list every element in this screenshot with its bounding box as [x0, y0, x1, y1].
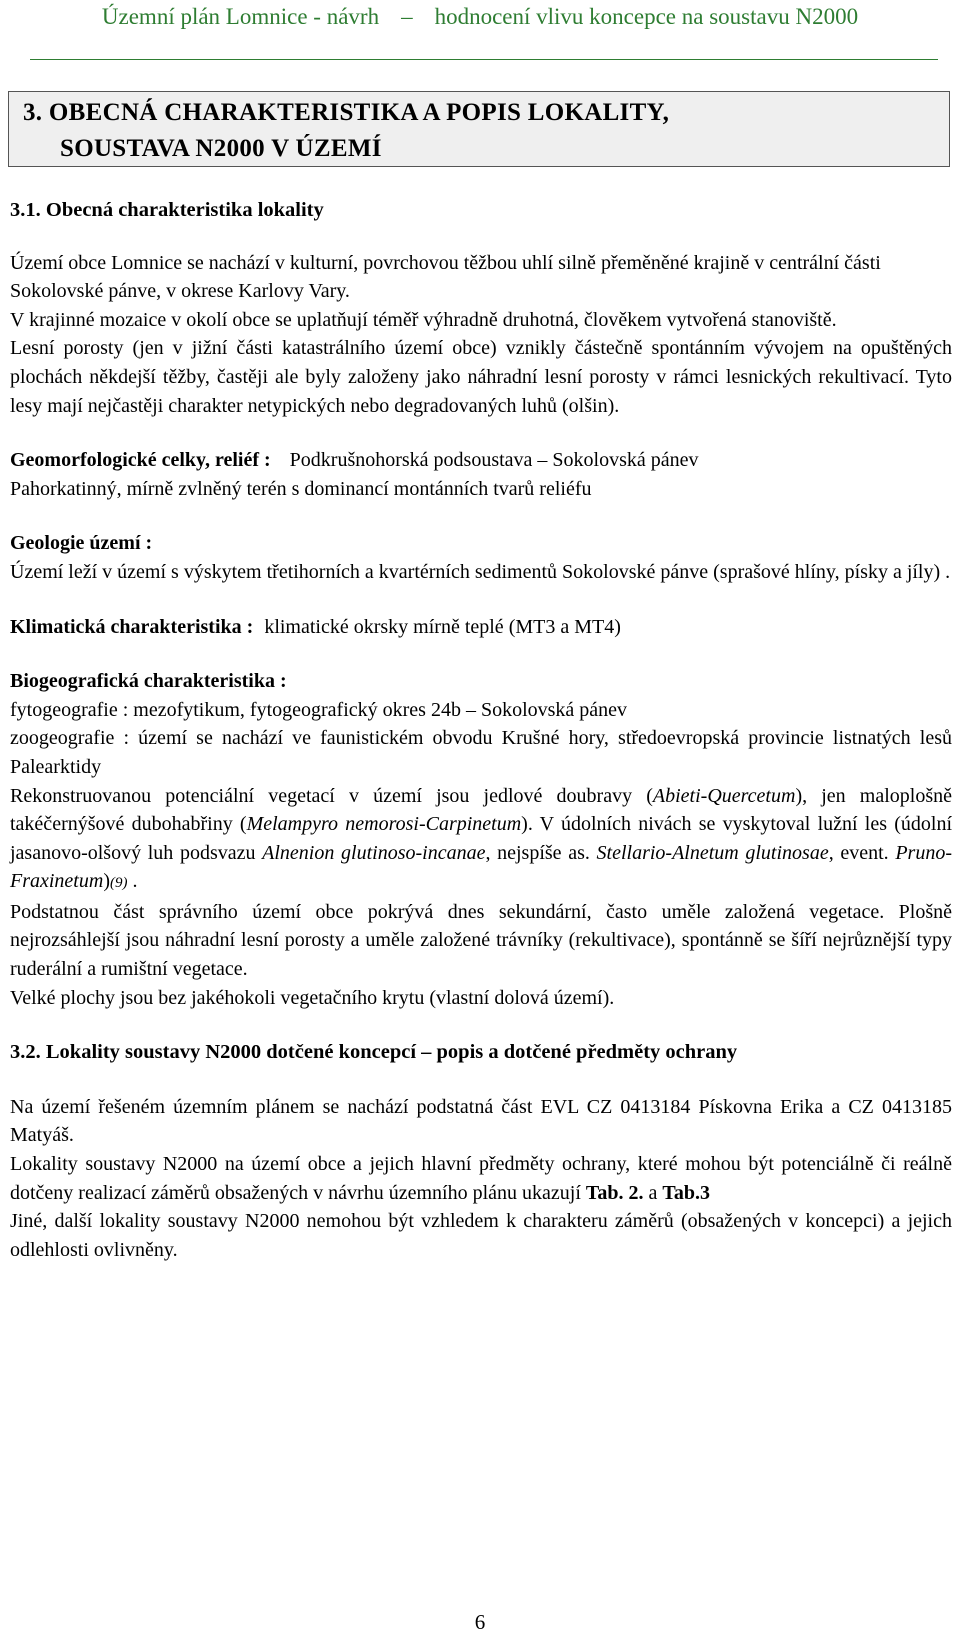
vegetation-taxon-3: Alnenion glutinoso-incanae [262, 841, 486, 864]
paragraph-other-sites: Jiné, další lokality soustavy N2000 nemohou být vzhledem k charakteru záměrů (obsažených v koncepci) a jejich odlehlosti ovlivněny. [10, 1210, 952, 1261]
paragraph-forests: Lesní porosty (jen v jižní části katastrálního území obce) vznikly částečně spontánním vývojem na opuštěných plochách někdejší těžby, častěji ale byly založeny jako náhradní lesní porosty v rámci lesnických rekultivací. Tyto lesy mají nejčastěji charakter netypických nebo degradovaných luhů (olšin). [10, 337, 952, 417]
section-3-2-heading: 3.2. Lokality soustavy N2000 dotčené koncepcí – popis a dotčené předměty ochrany [10, 1041, 738, 1064]
paragraph-vegetation [10, 782, 952, 898]
vegetation-text-4: , nejspíše as. [485, 841, 597, 864]
geomorphology-label: Geomorfologické celky, reliéf : [10, 449, 271, 472]
paragraph-bare-areas: Velké plochy jsou bez jakéhokoli vegetačního krytu (vlastní dolová území). [10, 986, 615, 1009]
geology-text: Území leží v území s výskytem třetihorních a kvartérních sedimentů Sokolovské pánve (sprašové hlíny, písky a jíly) . [10, 560, 951, 583]
climate-value: klimatické okrsky mírně teplé (MT3 a MT4) [264, 615, 621, 638]
header-title: Územní plán Lomnice - návrh [101, 4, 380, 29]
header-rule [30, 59, 938, 60]
vegetation-text-3: ). V údolních nivách se vyskytoval lužní les (údolní jasanovo-olšový luh podsvazu [10, 813, 952, 864]
geomorphology-value: Podkrušnohorská podsoustava – Sokolovská pánev [289, 449, 699, 472]
vegetation-text-2: ), jen maloplošně takéčernýšové dubohabřiny ( [10, 784, 952, 836]
document-body [10, 196, 952, 1264]
chapter-heading-line1: 3. OBECNÁ CHARAKTERISTIKA A POPIS LOKALITY, [23, 99, 670, 126]
geology-label: Geologie území : [10, 532, 153, 555]
vegetation-text-5: , event. [828, 841, 896, 864]
vegetation-taxon-1: Abieti-Quercetum [652, 784, 796, 807]
table-3-reference: Tab.3 [662, 1181, 711, 1204]
header-separator: – [401, 4, 413, 29]
tables-ref-text: Lokality soustavy N2000 na území obce a jejich hlavní předměty ochrany, které mohou být potenciálně či reálně dotčeny realizací záměrů obsažených v návrhu územního plánu ukazují [10, 1153, 952, 1204]
header-subtitle: hodnocení vlivu koncepce na soustavu N2000 [434, 4, 859, 29]
vegetation-taxon-4: Stellario-Alnetum glutinosae [596, 841, 829, 864]
paragraph-tables-reference [10, 1150, 952, 1207]
paragraph-evl: Na území řešeném územním plánem se nachází podstatná část EVL CZ 0413184 Pískovna Erika a CZ 0413185 Matyáš. [10, 1095, 952, 1147]
vegetation-text-1: Rekonstruovanou potenciální vegetací v území jsou jedlové doubravy ( [10, 784, 653, 807]
tables-ref-and: a [643, 1181, 663, 1204]
phytogeography-line: fytogeografie : mezofytikum, fytogeografický okres 24b – Sokolovská pánev [10, 698, 628, 721]
reference-number: (9) [109, 875, 128, 892]
relief-line: Pahorkatinný, mírně zvlněný terén s dominancí montánních tvarů reliéfu [10, 477, 592, 500]
chapter-heading-box [8, 91, 950, 167]
zoogeography-line: zoogeografie : území se nachází ve faunistickém obvodu Krušné hory, středoevropská provincie listnatých lesů Palearktidy [10, 727, 952, 778]
climate-label: Klimatická charakteristika : [10, 615, 254, 638]
vegetation-text-6: ) [103, 870, 110, 893]
running-header [0, 4, 960, 30]
paragraph-location: Území obce Lomnice se nachází v kulturní, povrchovou těžbou uhlí silně přeměněné krajině v centrální části Sokolovské pánve, v okrese Karlovy Vary. [10, 251, 881, 303]
chapter-heading-line2: SOUSTAVA N2000 V ÚZEMÍ [60, 135, 382, 162]
table-2-reference: Tab. 2. [585, 1181, 644, 1204]
vegetation-text-7: . [127, 870, 138, 893]
biogeography-label: Biogeografická charakteristika : [10, 670, 287, 693]
vegetation-taxon-5: Pruno-Fraxinetum [10, 841, 952, 893]
paragraph-mosaic: V krajinné mozaice v okolí obce se uplatňují téměř výhradně druhotná, člověkem vytvořená stanoviště. [10, 308, 837, 331]
geomorphology-line [10, 446, 952, 475]
section-3-1-heading: 3.1. Obecná charakteristika lokality [10, 199, 324, 221]
climate-line [10, 613, 952, 642]
page-number: 6 [474, 1610, 486, 1634]
paragraph-secondary-vegetation: Podstatnou část správního území obce pokrývá dnes sekundární, často uměle založená vegetace. Plošně nejrozsáhlejší jsou náhradní lesní porosty a uměle založené trávníky (rekultivace), spontánně se šíří nejrůznější typy ruderální a rumištní vegetace. [10, 900, 952, 981]
vegetation-taxon-2: Melampyro nemorosi-Carpinetum [246, 813, 522, 836]
